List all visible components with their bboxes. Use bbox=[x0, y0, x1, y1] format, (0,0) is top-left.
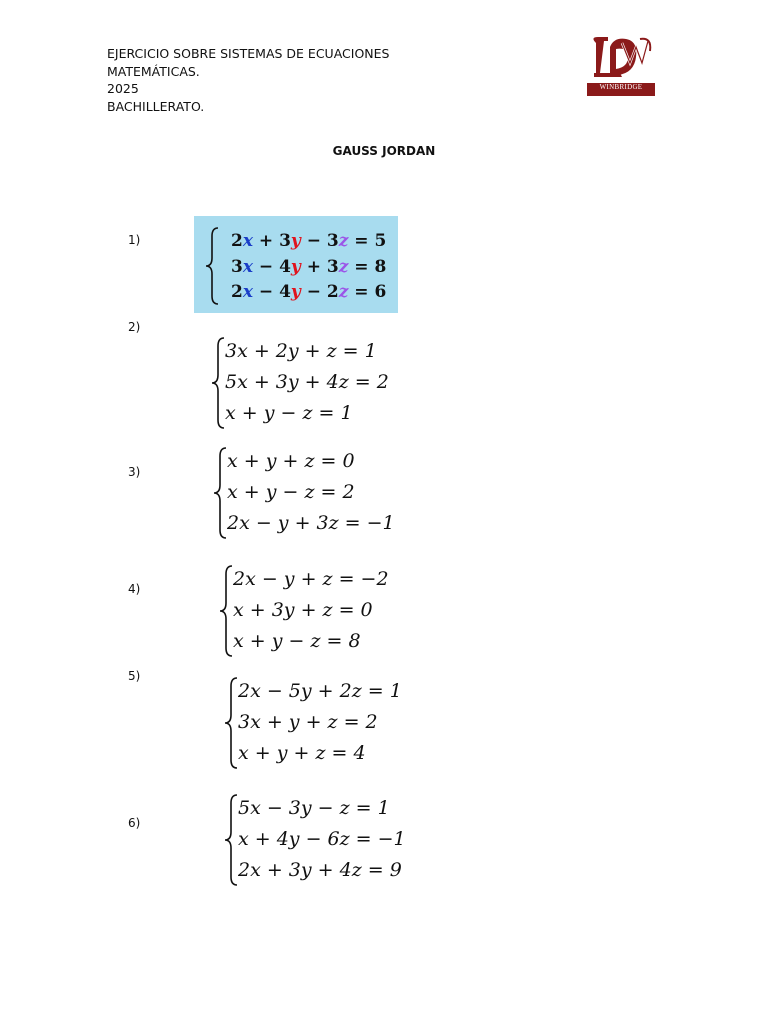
exercise-number-6: 6) bbox=[128, 816, 141, 830]
exercise-2-equation-3: x + y − z = 1 bbox=[225, 402, 353, 424]
winbridge-logo bbox=[586, 33, 656, 97]
exercise-6-equation-3: 2x + 3y + 4z = 9 bbox=[238, 859, 402, 881]
document-header bbox=[107, 45, 389, 115]
exercise-1-equation-3: 2x − 4y − 2z = 6 bbox=[231, 282, 387, 302]
exercise-number-5: 5) bbox=[128, 669, 141, 683]
page-title: GAUSS JORDAN bbox=[332, 144, 436, 158]
logo-band-text: WINBRIDGE bbox=[599, 83, 643, 91]
exercise-3-equation-1: x + y + z = 0 bbox=[227, 450, 355, 472]
left-brace-icon bbox=[223, 793, 239, 887]
exercise-1-equation-2: 3x − 4y + 3z = 8 bbox=[231, 257, 387, 277]
exercise-number-2: 2) bbox=[128, 320, 141, 334]
header-line-3: 2025 bbox=[107, 81, 139, 96]
left-brace-icon bbox=[210, 336, 226, 430]
exercise-number-1: 1) bbox=[128, 233, 141, 247]
exercise-4-equation-3: x + y − z = 8 bbox=[233, 630, 361, 652]
header-line-1: EJERCICIO SOBRE SISTEMAS DE ECUACIONES bbox=[107, 46, 390, 61]
exercise-4-equation-1: 2x − y + z = −2 bbox=[233, 568, 389, 590]
exercise-6-equation-2: x + 4y − 6z = −1 bbox=[238, 828, 406, 850]
logo-band bbox=[587, 83, 655, 96]
exercise-2-equation-1: 3x + 2y + z = 1 bbox=[225, 340, 377, 362]
left-brace-icon bbox=[212, 446, 228, 540]
left-brace-icon bbox=[204, 226, 220, 306]
exercise-6-equation-1: 5x − 3y − z = 1 bbox=[238, 797, 390, 819]
left-brace-icon bbox=[218, 564, 234, 658]
header-line-4: BACHILLERATO. bbox=[107, 98, 205, 114]
exercise-number-4: 4) bbox=[128, 582, 141, 596]
exercise-5-equation-1: 2x − 5y + 2z = 1 bbox=[238, 680, 402, 702]
exercise-5-equation-3: x + y + z = 4 bbox=[238, 742, 366, 764]
exercise-5-equation-2: 3x + y + z = 2 bbox=[238, 711, 378, 733]
exercise-4-equation-2: x + 3y + z = 0 bbox=[233, 599, 373, 621]
left-brace-icon bbox=[223, 676, 239, 770]
exercise-1-equation-1: 2x + 3y − 3z = 5 bbox=[231, 231, 387, 251]
exercise-3-equation-2: x + y − z = 2 bbox=[227, 481, 355, 503]
header-line-2: MATEMÁTICAS. bbox=[107, 63, 200, 79]
exercise-2-equation-2: 5x + 3y + 4z = 2 bbox=[225, 371, 389, 393]
logo-emblem-icon bbox=[586, 33, 656, 85]
exercise-1-box bbox=[194, 216, 398, 313]
exercise-number-3: 3) bbox=[128, 465, 141, 479]
exercise-3-equation-3: 2x − y + 3z = −1 bbox=[227, 512, 395, 534]
